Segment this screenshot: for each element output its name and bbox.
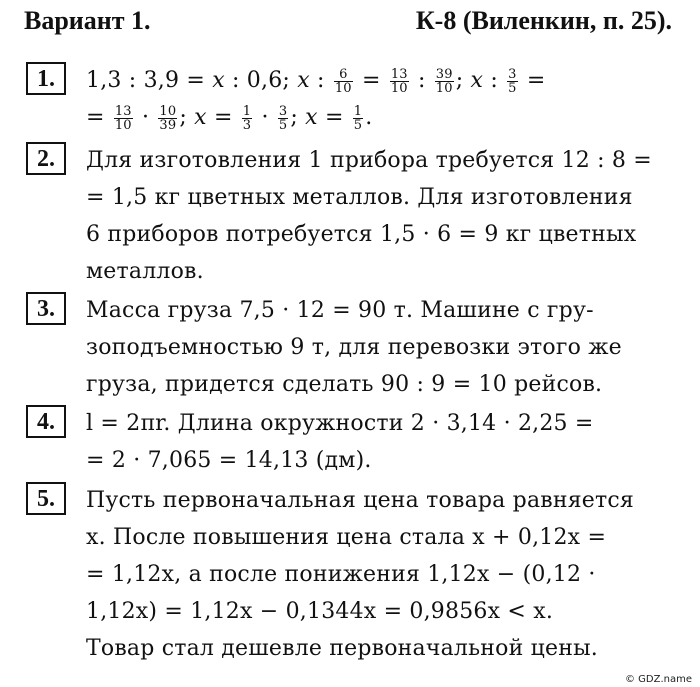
task-line: 1,3 : 3,9 = x : 0,6; x : $\frac{6}{10}$ = $\frac{13}{10}$ : $\frac{39}{10}$ ; x : $\frac{3}{5}$ = — [86, 66, 546, 96]
task-number: 5. — [26, 482, 66, 515]
task-body — [86, 482, 680, 667]
task-line: Товар стал дешевле первоначальной цены. — [86, 636, 598, 661]
task-line: Масса груза 7,5 · 12 = 90 т. Машине с гру- — [86, 298, 594, 323]
task-line: = 1,5 кг цветных металлов. Для изготовления — [86, 185, 633, 210]
task-line: металлов. — [86, 259, 204, 284]
variant-title: Вариант 1. — [24, 6, 151, 35]
task-body — [86, 292, 680, 403]
task-line: = 2 · 7,065 = 14,13 (дм). — [86, 448, 372, 473]
task-number: 1. — [26, 62, 66, 95]
task-line: x. После повышения цена стала x + 0,12x = — [86, 525, 607, 550]
task-body — [86, 62, 680, 136]
task-number: 3. — [26, 292, 66, 325]
task-line: l = 2πr. Длина окружности 2 · 3,14 · 2,25 = — [86, 411, 594, 436]
task-line: Пусть первоначальная цена товара равняется — [86, 488, 635, 513]
task-body — [86, 405, 680, 479]
task-line: = $\frac{13}{10}$ · $\frac{10}{39}$ ; x = $\frac{1}{3}$ · $\frac{3}{5}$ ; x = $\frac{1}{5}$ . — [86, 103, 373, 133]
task-line: Для изготовления 1 прибора требуется 12 : 8 = — [86, 148, 652, 173]
task-line: 1,12x) = 1,12x − 0,1344x = 0,9856x < x. — [86, 599, 554, 624]
task-body — [86, 142, 680, 290]
task-line: груза, придется сделать 90 : 9 = 10 рейсов. — [86, 372, 603, 397]
watermark: © GDZ.name — [624, 674, 692, 685]
task-number: 4. — [26, 405, 66, 438]
task-number: 2. — [26, 142, 66, 175]
test-title: К-8 (Виленкин, п. 25). — [415, 6, 672, 35]
task-line: = 1,12x, а после понижения 1,12x − (0,12 · — [86, 562, 596, 587]
task-line: зоподъемностью 9 т, для перевозки этого же — [86, 335, 622, 360]
page-header — [24, 6, 672, 46]
task-line: 6 приборов потребуется 1,5 · 6 = 9 кг цветных — [86, 222, 637, 247]
